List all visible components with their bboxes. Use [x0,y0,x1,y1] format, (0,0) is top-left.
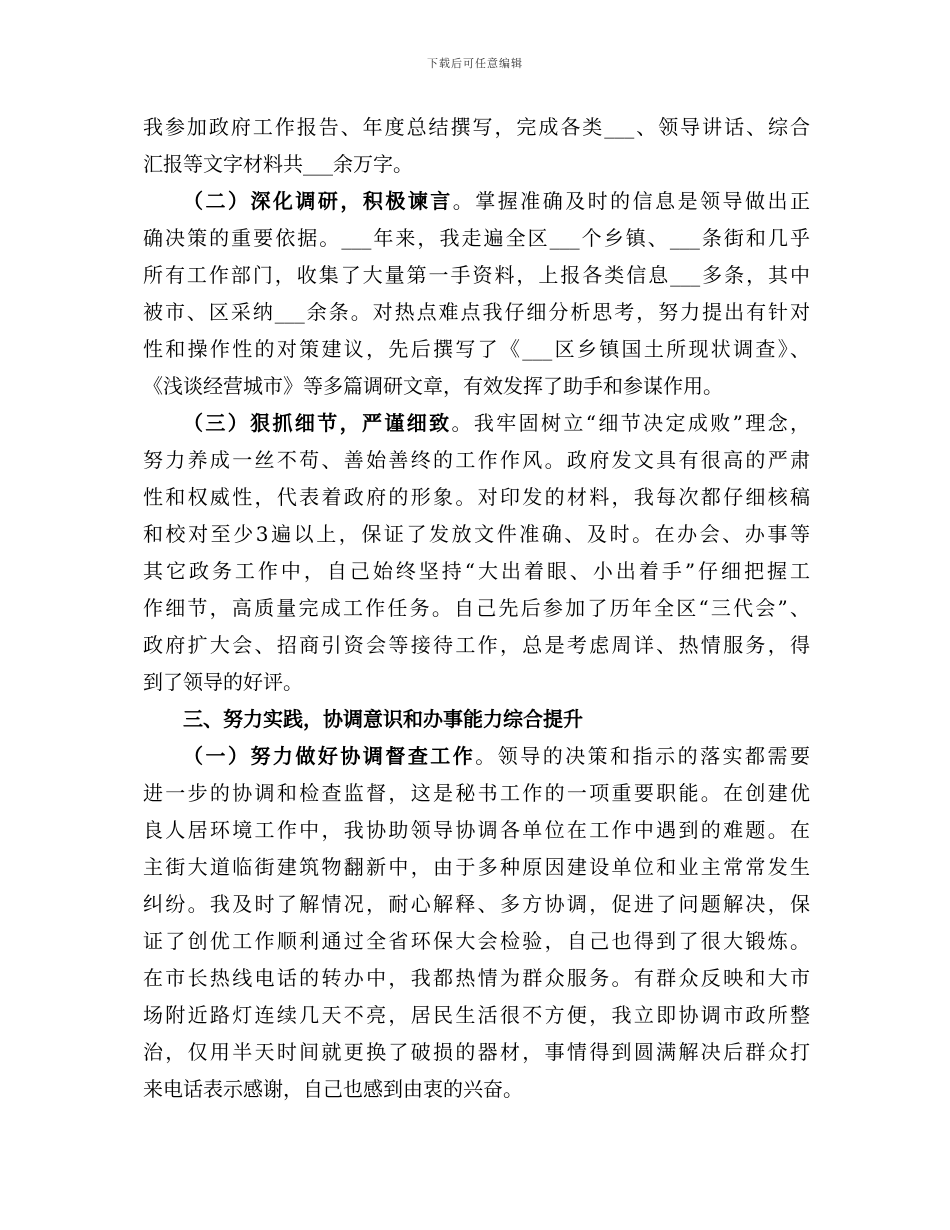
body-text: 努力养成一丝不苟、善始善终的工作作风。政府发文具有很高的严肃 [143,448,810,472]
text-line [143,405,810,442]
text-line [143,109,810,146]
text-line [143,738,810,775]
text-line [143,923,810,960]
text-line [143,886,810,923]
text-line [143,960,810,997]
text-line [143,812,810,849]
body-text: 所有工作部门，收集了大量第一手资料，上报各类信息___多条，其中 [143,263,810,287]
text-line [143,775,810,812]
body-text: 性和操作性的对策建议，先后撰写了《___区乡镇国土所现状调查》、 [143,337,810,361]
text-line [143,664,810,701]
body-text: 良人居环境工作中，我协助领导协调各单位在工作中遇到的难题。在 [143,818,810,842]
body-text: 政府扩大会、招商引资会等接待工作，总是考虑周详、热情服务，得 [143,633,810,657]
bold-heading-text: （一）努力做好协调督查工作 [183,744,476,768]
text-line [143,479,810,516]
body-text: 来电话表示感谢，自己也感到由衷的兴奋。 [143,1077,523,1101]
body-text: 主街大道临街建筑物翻新中，由于多种原因建设单位和业主常常发生 [143,855,810,879]
text-line [143,1034,810,1071]
body-text: 其它政务工作中，自己始终坚持“大出着眼、小出着手”仔细把握工 [143,559,810,583]
text-line [143,516,810,553]
body-text: 我参加政府工作报告、年度总结撰写，完成各类___、领导讲话、综合 [143,115,810,139]
text-line [143,183,810,220]
body-text: 治，仅用半天时间就更换了破损的器材，事情得到圆满解决后群众打 [143,1040,810,1064]
body-text: 到了领导的好评。 [143,670,303,694]
text-line [143,257,810,294]
page-header: 下载后可任意编辑 [427,57,523,70]
text-line [143,331,810,368]
body-text: 作细节，高质量完成工作任务。自己先后参加了历年全区“三代会”、 [143,596,810,620]
text-line [143,368,810,405]
text-line [143,627,810,664]
text-line [143,849,810,886]
bold-heading-text: 三、努力实践，协调意识和办事能力综合提升 [183,707,583,731]
text-line [143,220,810,257]
text-line [143,1071,810,1108]
bold-heading-text: （二）深化调研，积极谏言 [183,189,453,213]
body-text: 和校对至少3遍以上，保证了发放文件准确、及时。在办会、办事等 [143,522,810,546]
bold-heading-text: （三）狠抓细节，严谨细致 [183,411,452,435]
body-text: 被市、区采纳___余条。对热点难点我仔细分析思考，努力提出有针对 [143,300,810,324]
body-text: 性和权威性，代表着政府的形象。对印发的材料，我每次都仔细核稿 [143,485,810,509]
text-line [143,701,810,738]
text-line [143,146,810,183]
body-text: 。领导的决策和指示的落实都需要 [475,744,811,768]
body-text: 。掌握准确及时的信息是领导做出正 [452,189,811,213]
body-text: 。我牢固树立“细节决定成败”理念， [451,411,811,435]
document-body [143,109,810,1108]
text-line [143,553,810,590]
text-line [143,294,810,331]
text-line [143,442,810,479]
body-text: 纠纷。我及时了解情况，耐心解释、多方协调，促进了问题解决，保 [143,892,810,916]
text-line [143,997,810,1034]
body-text: 确决策的重要依据。___年来，我走遍全区___个乡镇、___条街和几乎 [143,226,810,250]
text-line [143,590,810,627]
body-text: 进一步的协调和检查监督，这是秘书工作的一项重要职能。在创建优 [143,781,810,805]
body-text: 《浅谈经营城市》等多篇调研文章，有效发挥了助手和参谋作用。 [143,374,723,398]
body-text: 汇报等文字材料共___余万字。 [143,152,413,176]
body-text: 场附近路灯连续几天不亮，居民生活很不方便，我立即协调市政所整 [143,1003,810,1027]
body-text: 证了创优工作顺利通过全省环保大会检验，自己也得到了很大锻炼。 [143,929,810,953]
body-text: 在市长热线电话的转办中，我都热情为群众服务。有群众反映和大市 [143,966,810,990]
